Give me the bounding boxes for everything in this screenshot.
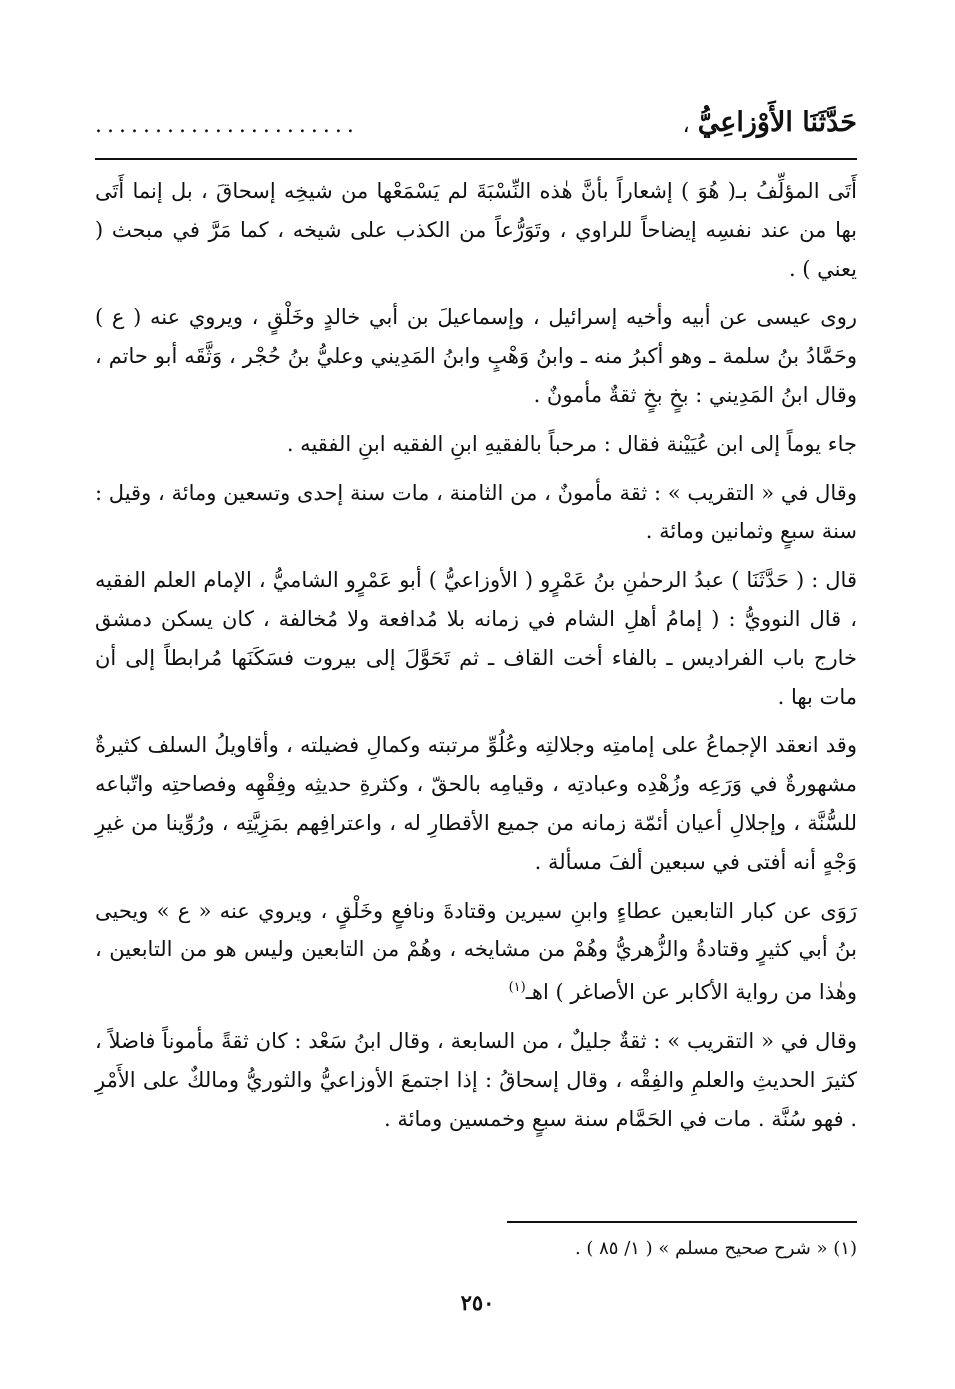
footnote: (١) « شرح صحيح مسلم » ( ١/ ٨٥ ) .: [574, 1238, 857, 1259]
paragraph-5: قال : ( حَدَّثَنَا ) عبدُ الرحمٰنِ بنُ عَمْرٍو ( الأوزاعيُّ ) أبو عَمْرٍو الشاميُّ ، الإمام العلم الفقيه ، قال النوويُّ : ( إمامُ أهلِ الشام في زمانه بلا مُدافعة ولا مُخالفة ، كان يسكن دمشق خارج باب الفراديس ـ بالفاء أخت القاف ـ ثم تَحَوَّلَ إلى بيروت فسَكَنَها مُرابطاً إلى أن مات بها .: [95, 568, 857, 709]
paragraph-2: روى عيسى عن أبيه وأخيه إسرائيل ، وإسماعيلَ بن أبي خالدٍ وخَلْقٍ ، ويروي عنه ( ع ) وحَمَّادُ بنُ سلمة ـ وهو أكبرُ منه ـ وابنُ وَهْبٍ وابنُ المَدِيني وعليُّ بنُ حُجْر ، وَثَّقَه أبو حاتم ، وقال ابنُ المَدِيني : بخٍ بخٍ ثقةٌ مأمونٌ .: [95, 305, 857, 407]
page-number: ٢٥٠: [460, 1290, 495, 1315]
header-dot-leader: ......................: [95, 113, 359, 138]
footnote-reference[interactable]: (١): [508, 980, 526, 996]
main-text: [95, 172, 857, 1148]
footnote-rule: [507, 1221, 857, 1223]
running-header: [95, 92, 857, 138]
header-separator: ،: [682, 113, 690, 138]
running-title: حَدَّثَنَا الأَوْزاعِيُّ: [697, 107, 857, 138]
paragraph-1: أَتَى المؤلِّفُ بـ( هُوَ ) إشعاراً بأنَّ هٰذه النِّسْبَةَ لم يَسْمَعْها من شيخِه إسحاقَ ، بل إنما أَتَى بها من عند نفسِه إيضاحاً للراوي ، وتَوَرُّعاً من الكذب على شيخه ، كما مَرَّ في مبحث ( يعني ) .: [95, 179, 857, 281]
paragraph-7-text: رَوَى عن كبار التابعين عطاءٍ وابنِ سيرين وقتادةَ ونافعٍ وخَلْقٍ ، ويروي عنه « ع » ويحيى بنُ أبي كثيرٍ وقتادةُ والزُّهريُّ وهُمْ من مشايخه ، وهُمْ من التابعين وليس هو من التابعين ، وهٰذا من رواية الأكابر عن الأصاغر ) اهـ: [95, 898, 857, 1005]
paragraph-7: [95, 892, 857, 1012]
paragraph-4: وقال في « التقريب » : ثقة مأمونٌ ، من الثامنة ، مات سنة إحدى وتسعين ومائة ، وقيل : سنة سبعٍ وثمانين ومائة .: [95, 480, 857, 544]
paragraph-3: جاء يوماً إلى ابن عُيَيْنة فقال : مرحباً بالفقيهِ ابنِ الفقيه ابنِ الفقيه .: [286, 431, 857, 456]
paragraph-8: وقال في « التقريب » : ثقةٌ جليلٌ ، من السابعة ، وقال ابنُ سَعْد : كان ثقةً مأموناً فاضلاً ، كثيرَ الحديثِ والعلمِ والفِقْه ، وقال إسحاقُ : إذا اجتمعَ الأوزاعيُّ والثوريُّ ومالكٌ على الأَمْرِ . فهو سُنَّة . مات في الحَمَّام سنة سبعٍ وخمسين ومائة .: [95, 1028, 858, 1131]
header-rule: [95, 158, 857, 160]
paragraph-6: وقد انعقد الإجماعُ على إمامتِه وجلالتِه وعُلُوِّ مرتبته وكمالِ فضيلته ، وأقاويلُ السلف كثيرةٌ مشهورةٌ في وَرَعِه وزُهْدِه وعبادتِه ، وقيامِه بالحقّ ، وكثرةِ حديثِه وفِقْهِه وفصاحتِه واتّباعه للسُّنَّة ، وإجلالِ أعيان أئمّة زمانه من جميع الأقطارِ له ، واعترافِهم بمَزِيَّتِه ، ورُوِّينا من غيرِ وَجْهٍ أنه أفتى في سبعين ألفَ مسألة .: [95, 733, 857, 874]
